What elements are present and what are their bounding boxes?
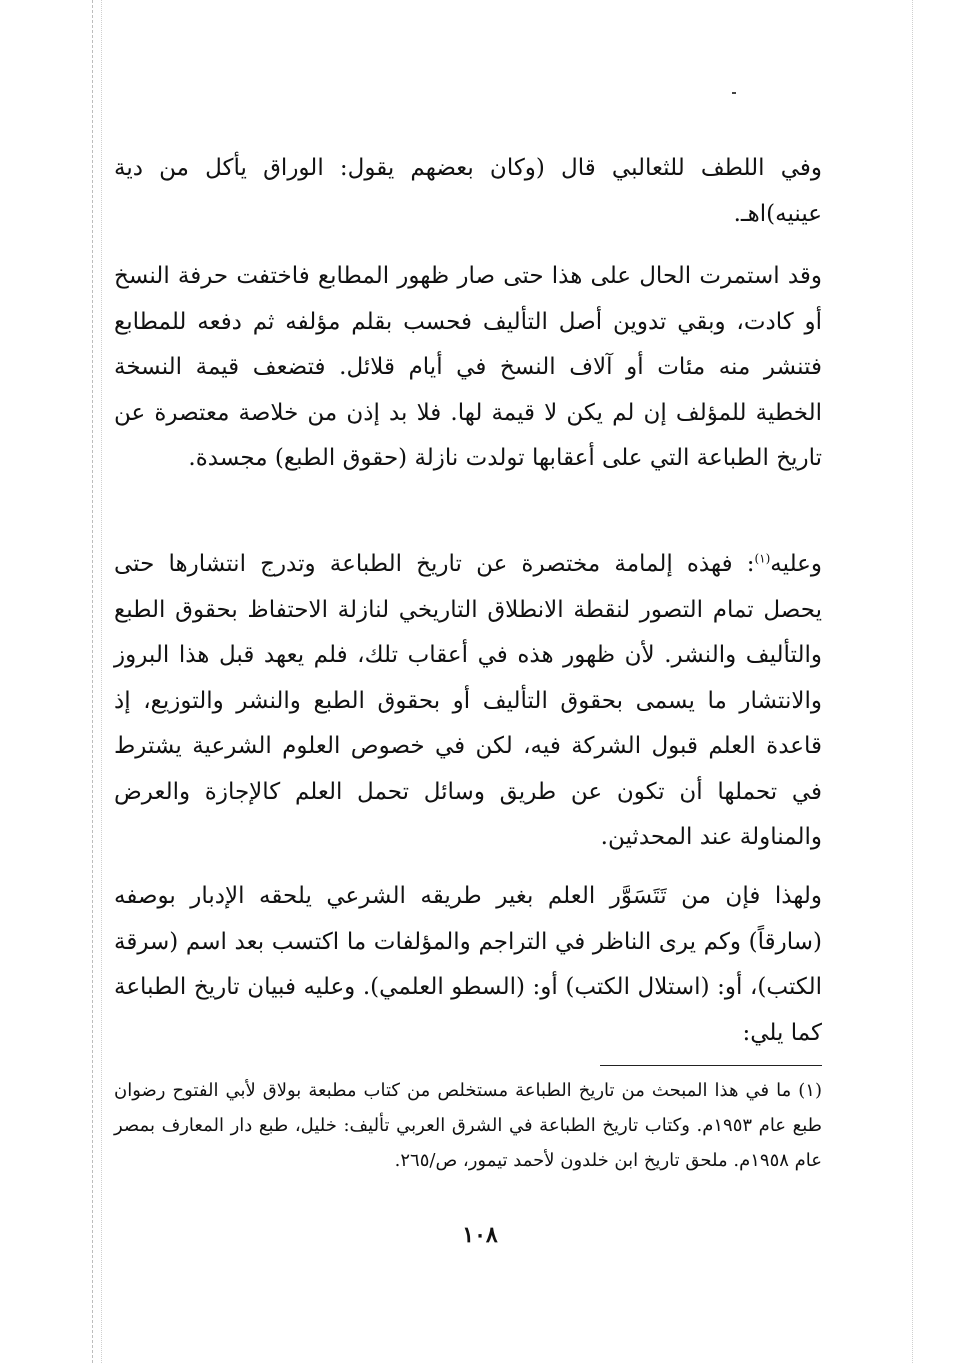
- footnote-separator: [600, 1065, 822, 1066]
- paragraph-2: وقد استمرت الحال على هذا حتى صار ظهور المطابع فاختفت حرفة النسخ أو كادت، وبقي تدوين أصل التأليف فحسب بقلم مؤلفه ثم دفعه للمطابع فتنشر منه مئات أو آلاف النسخ في أيام قلائل. فتضعف قيمة النسخة الخطية للمؤلف إن لم يكن لا قيمة لها. فلا بد إذن من خلاصة معتصرة عن تاريخ الطباعة التي على أعقابها تولدت نازلة (حقوق الطبع) مجسدة.: [114, 263, 822, 471]
- footnote-1: (١) ما في هذا المبحث من تاريخ الطباعة مستخلص من كتاب مطبعة بولاق لأبي الفتوح رضوان طبع عام ١٩٥٣م. وكتاب تاريخ الطباعة في الشرق العربي تأليف: خليل، طبع دار المعارف بمصر عام ١٩٥٨م. ملحق تاريخ ابن خلدون لأحمد تيمور، ص/٢٦٥.: [114, 1080, 822, 1171]
- scan-margin-line: [92, 0, 93, 1363]
- scan-speck: [732, 92, 736, 94]
- paragraph-3-body: فهذه إلمامة مختصرة عن تاريخ الطباعة وتدرج انتشارها حتى يحصل تمام التصور لنقطة الانطلاق التاريخي لنازلة الاحتفاظ بحقوق الطبع والتأليف والنشر. لأن ظهور هذه في أعقاب تلك، فلم يعهد قبل هذا البروز والانتشار ما يسمى بحقوق التأليف أو بحقوق الطبع والنشر والتوزيع، إذ قاعدة العلم قبول الشركة فيه، لكن في خصوص العلوم الشرعية يشترط في تحملها أن تكون عن طريق وسائل تحمل العلم كالإجازة والعرض والمناولة عند المحدثين.: [114, 551, 822, 850]
- scan-margin-line: [101, 0, 102, 1363]
- paragraph-4: ولهذا فإن من تَتَسَوَّر العلم بغير طريقه الشرعي يلحقه الإدبار بوصفه (سارقاً) وكم يرى الناظر في التراجم والمؤلفات ما اكتسب بعد اسم (سرقة الكتب)، أو: (استلال الكتب) أو: (السطو العلمي). وعليه فبيان تاريخ الطباعة كما يلي:: [114, 883, 822, 1046]
- paragraph-1: وفي اللطف للثعالبي قال (وكان بعضهم يقول: الوراق يأكل من دية عينيه)اهـ.: [114, 155, 822, 227]
- scan-margin-line: [912, 0, 913, 1363]
- paragraph-3-colon: :: [732, 551, 755, 577]
- paragraph-3-lead: وعليه: [770, 551, 823, 577]
- paragraph-3: [114, 542, 822, 861]
- footnote-marker[interactable]: (١): [754, 551, 771, 566]
- page-number: ١٠٨: [462, 1222, 498, 1248]
